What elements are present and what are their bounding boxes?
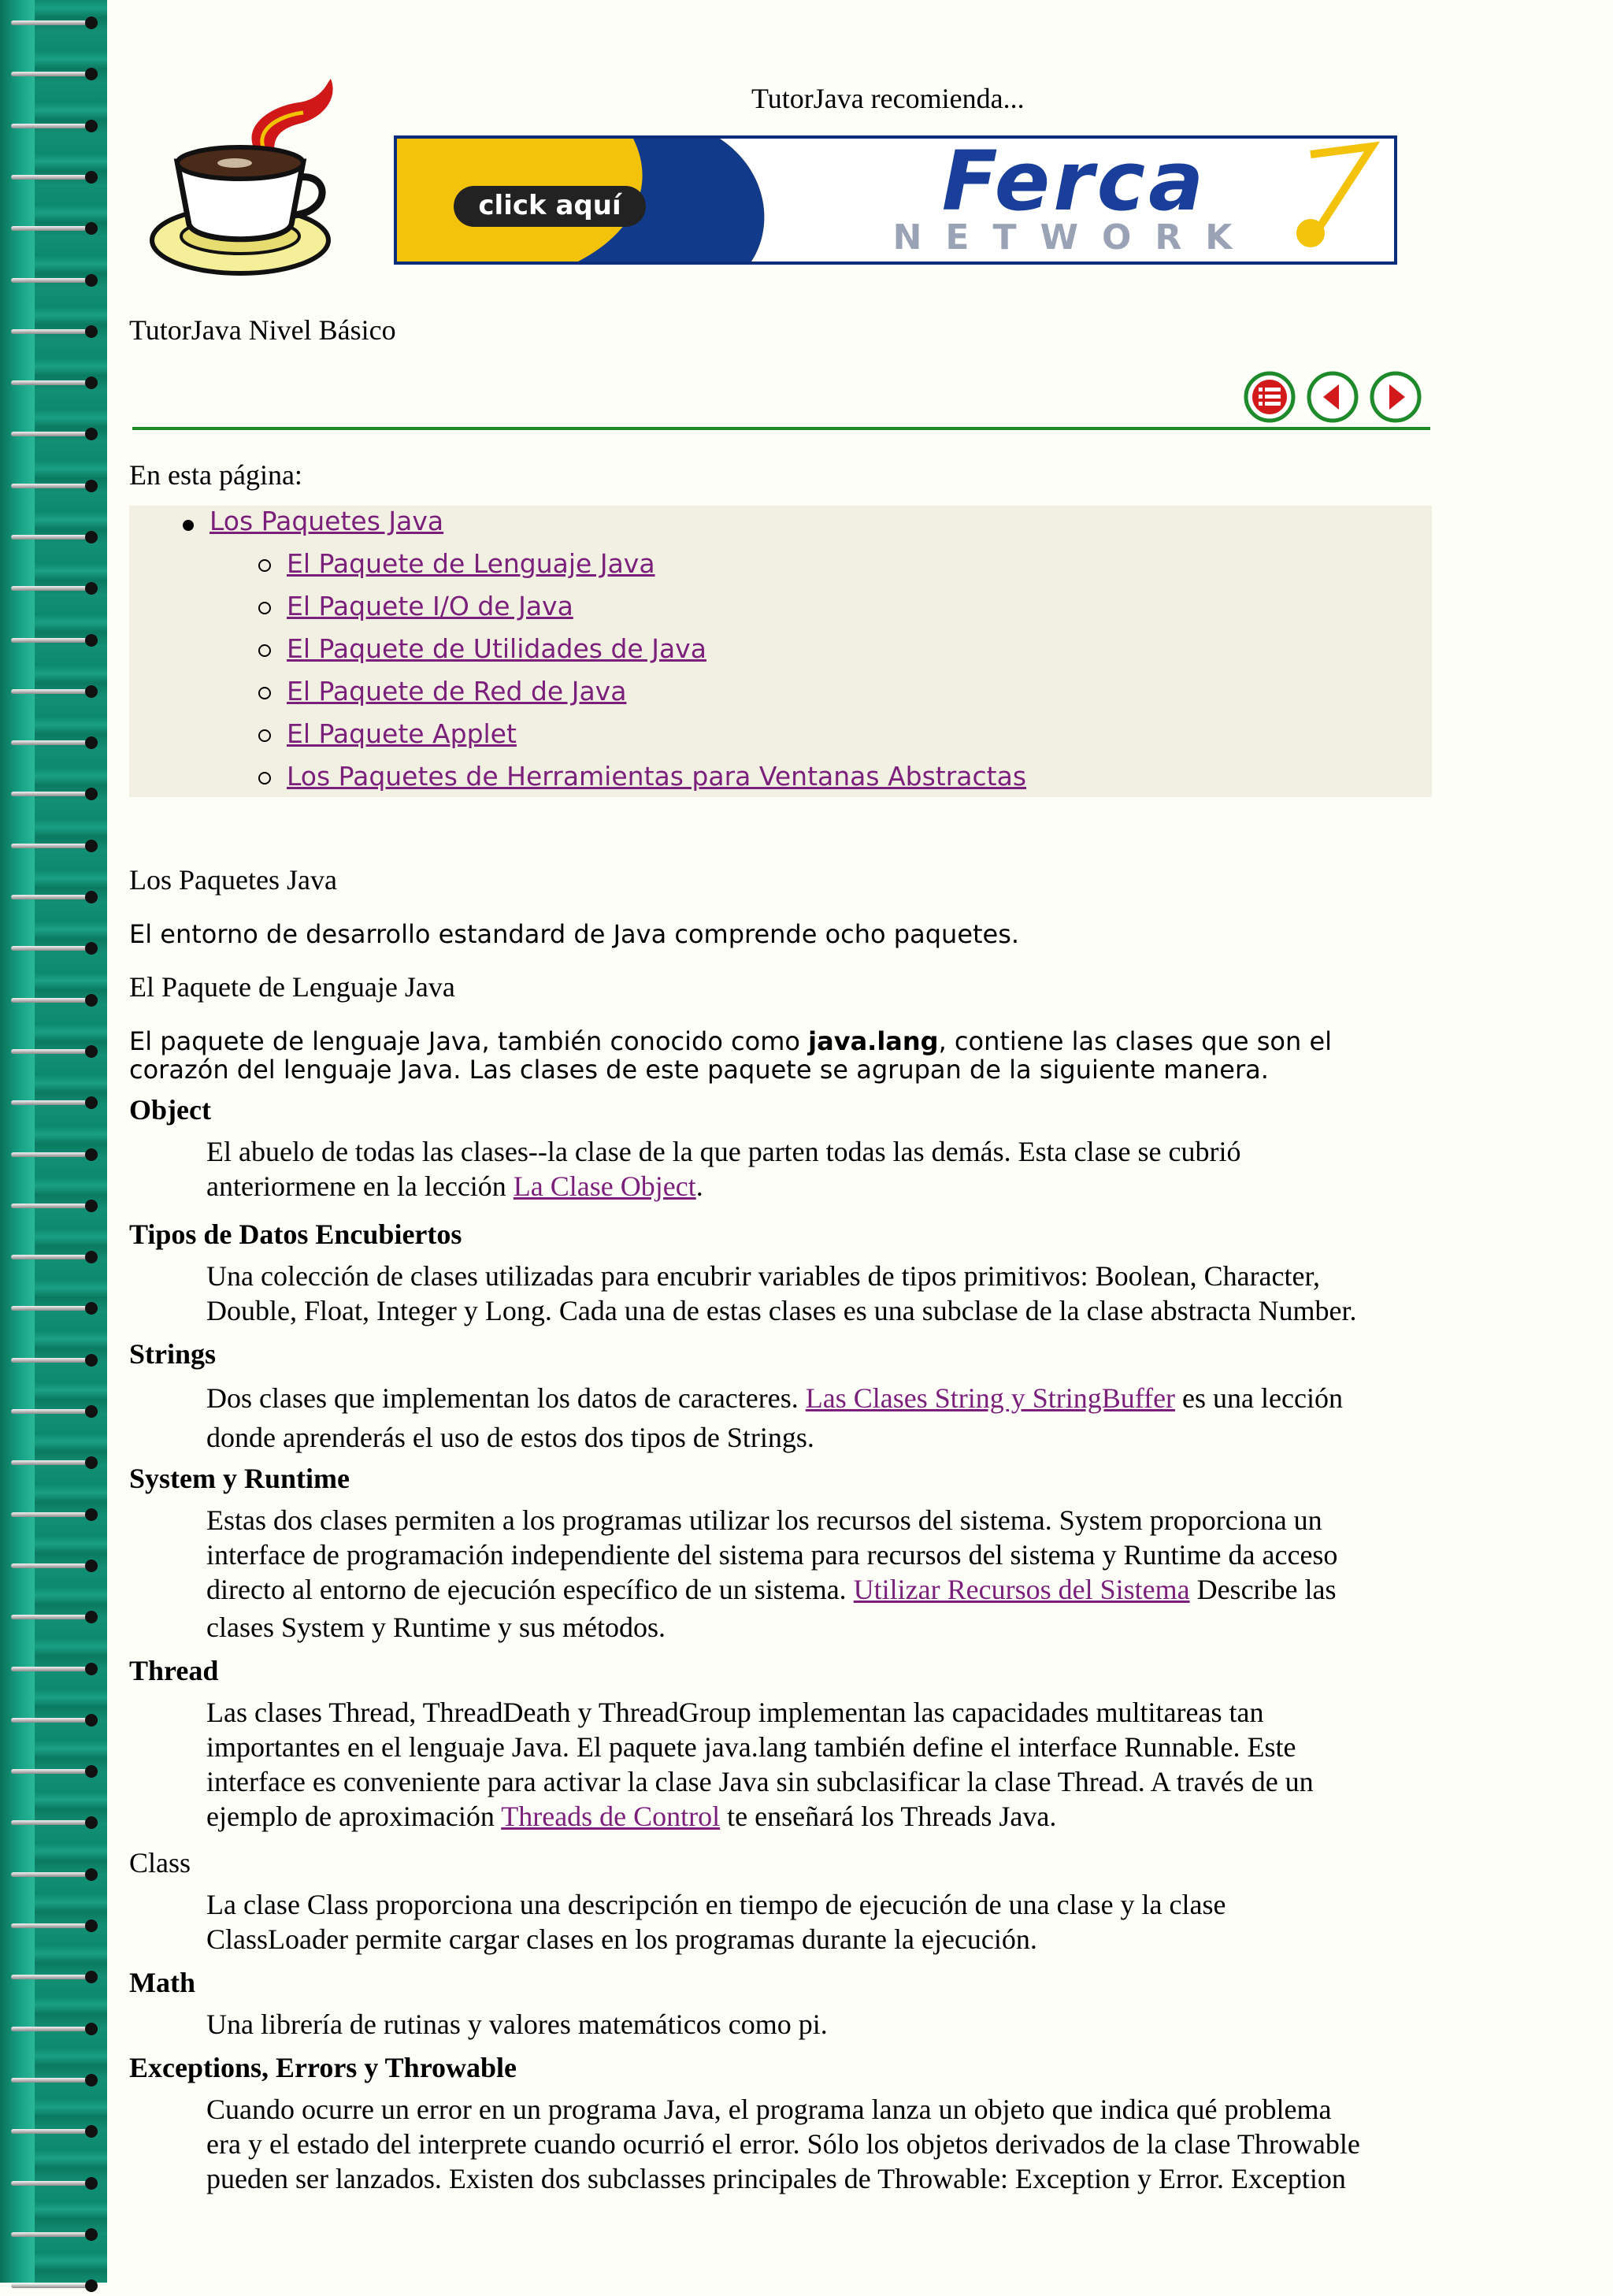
- desc-line: Cuando ocurre un error en un programa Java, el programa lanza un objeto que indica qué problema: [206, 2094, 1332, 2125]
- ring-hole: [85, 1148, 98, 1161]
- ring-wire: [11, 1049, 87, 1054]
- ring-wire: [11, 946, 87, 951]
- ring-wire: [11, 2078, 87, 2083]
- binding-ring: [11, 1197, 98, 1216]
- binding-ring: [11, 169, 98, 187]
- ring-hole: [85, 1868, 98, 1881]
- binding-ring: [11, 940, 98, 959]
- desc-line: El abuelo de todas las clases--la clase de la que parten todas las demás. Esta clase se cubrió: [206, 1136, 1241, 1167]
- binding-ring: [11, 1146, 98, 1165]
- ring-hole: [85, 582, 98, 595]
- text-fragment: anteriormene en la lección: [206, 1170, 514, 1202]
- toc-link-main[interactable]: Los Paquetes Java: [210, 506, 444, 536]
- desc-line: clases System y Runtime y sus métodos.: [206, 1612, 666, 1643]
- desc-line: Una librería de rutinas y valores matemáticos como pi.: [206, 2009, 828, 2040]
- binding-ring: [11, 1352, 98, 1371]
- desc-line: Estas dos clases permiten a los programas utilizar los recursos del sistema. System proporciona un: [206, 1504, 1322, 1536]
- link-string-stringbuffer[interactable]: Las Clases String y StringBuffer: [805, 1382, 1176, 1414]
- ring-wire: [11, 20, 87, 25]
- term-strings: Strings: [129, 1338, 217, 1370]
- ring-wire: [11, 329, 87, 334]
- banner-graphic: [397, 139, 1394, 261]
- ring-wire: [11, 1615, 87, 1619]
- desc-line: importantes en el lenguaje Java. El paquete java.lang también define el interface Runnable. Este: [206, 1731, 1296, 1763]
- ring-wire: [11, 226, 87, 231]
- desc-strings: [206, 1378, 1435, 1457]
- binding-ring: [11, 2226, 98, 2245]
- binding-ring: [11, 220, 98, 239]
- toc-link-red[interactable]: El Paquete de Red de Java: [287, 676, 627, 707]
- binding-ring: [11, 1660, 98, 1679]
- link-threads-control[interactable]: Threads de Control: [501, 1801, 721, 1832]
- text-fragment: ejemplo de aproximación: [206, 1801, 502, 1832]
- ring-wire: [11, 124, 87, 128]
- term-thread: Thread: [129, 1655, 219, 1686]
- ring-hole: [85, 2228, 98, 2241]
- ring-hole: [85, 1045, 98, 1058]
- desc-class: [206, 1887, 1435, 1957]
- toc-sub-bullet: [258, 644, 271, 657]
- ring-wire: [11, 689, 87, 694]
- term-object: Object: [129, 1094, 211, 1126]
- binding-ring: [11, 14, 98, 33]
- toc-sub-bullet: [258, 559, 271, 572]
- desc-line: pueden ser lanzados. Existen dos subclasses principales de Throwable: Exception y Error. Exception: [206, 2163, 1346, 2194]
- ring-hole: [85, 1920, 98, 1932]
- ring-hole: [85, 120, 98, 132]
- binding-ring: [11, 2123, 98, 2142]
- ring-wire: [11, 484, 87, 488]
- term-class: Class: [129, 1847, 191, 1879]
- text-fragment: , contiene las clases que son el: [938, 1026, 1333, 1056]
- ring-hole: [85, 736, 98, 749]
- arrow-right-icon[interactable]: [1369, 370, 1422, 424]
- text-fragment: Describe las: [1189, 1574, 1337, 1605]
- ring-wire: [11, 2181, 87, 2186]
- ring-hole: [85, 1816, 98, 1829]
- ring-hole: [85, 634, 98, 647]
- table-of-contents: [129, 506, 1432, 797]
- ring-wire: [11, 2027, 87, 2031]
- binding-ring: [11, 1866, 98, 1885]
- ring-hole: [85, 1765, 98, 1778]
- toc-link-utilidades[interactable]: El Paquete de Utilidades de Java: [287, 633, 706, 664]
- binding-ring: [11, 992, 98, 1011]
- ring-hole: [85, 1611, 98, 1623]
- binding-ring: [11, 1557, 98, 1576]
- ring-hole: [85, 840, 98, 852]
- ring-wire: [11, 1563, 87, 1568]
- desc-line: Una colección de clases utilizadas para encubrir variables de tipos primitivos: Boolean, Character,: [206, 1260, 1321, 1292]
- ring-hole: [85, 2023, 98, 2035]
- binding-ring: [11, 2175, 98, 2194]
- ring-wire: [11, 72, 87, 76]
- ring-wire: [11, 1667, 87, 1671]
- ring-hole: [85, 788, 98, 800]
- binding-ring: [11, 2020, 98, 2039]
- spiral-binding: [0, 0, 107, 2283]
- arrow-left-icon[interactable]: [1306, 370, 1359, 424]
- index-list-icon[interactable]: [1243, 370, 1296, 424]
- ring-hole: [85, 2279, 98, 2292]
- ring-hole: [85, 1096, 98, 1109]
- term-wrappers: Tipos de Datos Encubiertos: [129, 1218, 462, 1250]
- ring-wire: [11, 740, 87, 745]
- ring-hole: [85, 1405, 98, 1418]
- ring-wire: [11, 895, 87, 899]
- ring-wire: [11, 998, 87, 1003]
- ring-hole: [85, 68, 98, 80]
- ring-hole: [85, 428, 98, 440]
- text-fragment: directo al entorno de ejecución específico de un sistema.: [206, 1574, 854, 1605]
- page-nav: [1243, 370, 1422, 424]
- ring-wire: [11, 1975, 87, 1979]
- desc-thread: [206, 1695, 1435, 1834]
- binding-ring: [11, 1248, 98, 1267]
- ring-wire: [11, 1255, 87, 1259]
- ring-wire: [11, 1100, 87, 1105]
- binding-ring: [11, 2072, 98, 2090]
- text-fragment: te enseñará los Threads Java.: [720, 1801, 1057, 1832]
- link-clase-object[interactable]: La Clase Object: [513, 1170, 696, 1202]
- toc-link-awt[interactable]: Los Paquetes de Herramientas para Ventanas Abstractas: [287, 761, 1027, 792]
- binding-ring: [11, 117, 98, 136]
- banner-cta: click aquí: [478, 190, 621, 221]
- binding-ring: [11, 1454, 98, 1473]
- desc-math: [206, 2007, 1435, 2042]
- desc-object: [206, 1134, 1435, 1204]
- binding-ring: [11, 1300, 98, 1319]
- section-text-lenguaje: [129, 1027, 1332, 1055]
- coffee-cup-logo: [142, 75, 339, 284]
- recommend-text: TutorJava recomienda...: [751, 83, 1025, 114]
- binding-ring: [11, 272, 98, 291]
- section-text-paquetes: El entorno de desarrollo estandard de Java comprende ocho paquetes.: [129, 919, 1020, 949]
- term-system: System y Runtime: [129, 1463, 350, 1494]
- desc-line: era y el estado del interprete cuando ocurrió el error. Sólo los objetos derivados de la clase Throwable: [206, 2128, 1360, 2160]
- toc-link-io[interactable]: El Paquete I/O de Java: [287, 591, 573, 621]
- ring-hole: [85, 17, 98, 29]
- binding-ring: [11, 734, 98, 753]
- ring-wire: [11, 844, 87, 848]
- ring-hole: [85, 1251, 98, 1263]
- desc-line: interface de programación independiente del sistema para recursos del sistema y Runtime da acceso: [206, 1539, 1338, 1571]
- desc-line: ClassLoader permite cargar clases en los programas durante la ejecución.: [206, 1923, 1037, 1955]
- ring-wire: [11, 2129, 87, 2134]
- ring-hole: [85, 942, 98, 955]
- header-divider: [132, 427, 1430, 430]
- binding-ring: [11, 1043, 98, 1062]
- ring-hole: [85, 685, 98, 698]
- desc-line: interface es conveniente para activar la clase Java sin subclasificar la clase Thread. A través de un: [206, 1766, 1314, 1797]
- binding-ring: [11, 1763, 98, 1782]
- toc-sub-bullet: [258, 602, 271, 614]
- binding-ring: [11, 785, 98, 804]
- ring-wire: [11, 1204, 87, 1208]
- binding-edge: [0, 0, 35, 2283]
- term-exceptions: Exceptions, Errors y Throwable: [129, 2052, 517, 2083]
- ring-wire: [11, 1152, 87, 1157]
- desc-line: [206, 1169, 1435, 1204]
- ring-hole: [85, 1456, 98, 1469]
- binding-ring: [11, 580, 98, 599]
- binding-ring: [11, 529, 98, 547]
- ring-wire: [11, 1923, 87, 1928]
- ring-wire: [11, 1460, 87, 1465]
- binding-ring: [11, 374, 98, 393]
- ring-wire: [11, 1306, 87, 1311]
- ring-wire: [11, 2232, 87, 2237]
- binding-ring: [11, 2277, 98, 2296]
- banner-brand: Ferca: [941, 139, 1207, 229]
- ring-hole: [85, 222, 98, 235]
- text-fragment: El paquete de lenguaje Java, también conocido como: [129, 1026, 809, 1056]
- ring-hole: [85, 1560, 98, 1572]
- ring-hole: [85, 994, 98, 1007]
- toc-link-lenguaje[interactable]: El Paquete de Lenguaje Java: [287, 548, 655, 579]
- section-title-lenguaje: El Paquete de Lenguaje Java: [129, 971, 455, 1003]
- section-text-lenguaje-2: corazón del lenguaje Java. Las clases de este paquete se agrupan de la siguiente manera.: [129, 1055, 1269, 1085]
- binding-ring: [11, 1712, 98, 1730]
- binding-ring: [11, 888, 98, 907]
- ring-hole: [85, 274, 98, 287]
- desc-line: [206, 1799, 1435, 1834]
- ring-wire: [11, 2283, 87, 2288]
- ring-hole: [85, 480, 98, 492]
- binding-ring: [11, 1968, 98, 1987]
- ring-wire: [11, 638, 87, 643]
- binding-ring: [11, 477, 98, 496]
- ring-wire: [11, 1512, 87, 1517]
- binding-ring: [11, 1403, 98, 1422]
- ring-hole: [85, 2177, 98, 2190]
- desc-exceptions: [206, 2092, 1435, 2196]
- toc-link-applet[interactable]: El Paquete Applet: [287, 718, 517, 749]
- desc-line: La clase Class proporciona una descripción en tiempo de ejecución de una clase y la clase: [206, 1889, 1226, 1920]
- ring-hole: [85, 1508, 98, 1521]
- ring-hole: [85, 1354, 98, 1367]
- ring-wire: [11, 278, 87, 283]
- ring-wire: [11, 586, 87, 591]
- desc-line: [206, 1572, 1435, 1607]
- term-math: Math: [129, 1967, 195, 1998]
- ring-wire: [11, 175, 87, 180]
- ring-hole: [85, 531, 98, 543]
- ring-hole: [85, 1302, 98, 1315]
- ring-hole: [85, 2074, 98, 2086]
- toc-sub-bullet: [258, 687, 271, 699]
- ring-wire: [11, 792, 87, 796]
- binding-ring: [11, 1506, 98, 1525]
- ring-hole: [85, 376, 98, 389]
- toc-sub-bullet: [258, 729, 271, 742]
- desc-line: [206, 1378, 1435, 1418]
- desc-wrappers: [206, 1259, 1435, 1328]
- toc-bullet: [183, 520, 194, 531]
- ring-wire: [11, 1409, 87, 1414]
- ring-hole: [85, 891, 98, 903]
- ring-wire: [11, 1820, 87, 1825]
- text-fragment: Dos clases que implementan los datos de caracteres.: [206, 1382, 806, 1414]
- binding-ring: [11, 1608, 98, 1627]
- binding-ring: [11, 837, 98, 856]
- ring-hole: [85, 1971, 98, 1983]
- desc-line: Double, Float, Integer y Long. Cada una de estas clases es una subclase de la clase abstracta Number.: [206, 1295, 1357, 1326]
- ring-wire: [11, 535, 87, 540]
- ring-hole: [85, 1200, 98, 1212]
- desc-line: Las clases Thread, ThreadDeath y ThreadGroup implementan las capacidades multitareas tan: [206, 1697, 1264, 1728]
- ring-wire: [11, 1769, 87, 1774]
- ring-hole: [85, 171, 98, 184]
- ring-hole: [85, 2125, 98, 2138]
- ring-hole: [85, 325, 98, 338]
- banner-sub: NETWORK: [892, 217, 1256, 258]
- desc-line: donde aprenderás el uso de estos dos tipos de Strings.: [206, 1422, 814, 1453]
- ring-wire: [11, 432, 87, 436]
- ring-wire: [11, 1358, 87, 1363]
- binding-ring: [11, 1917, 98, 1936]
- ring-hole: [85, 1714, 98, 1727]
- link-recursos-sistema[interactable]: Utilizar Recursos del Sistema: [853, 1574, 1190, 1605]
- ring-wire: [11, 1872, 87, 1877]
- desc-system: [206, 1503, 1435, 1645]
- text-fragment: .: [695, 1170, 703, 1202]
- ferca-banner[interactable]: [394, 135, 1397, 265]
- binding-ring: [11, 323, 98, 342]
- toc-heading: En esta página:: [129, 459, 302, 491]
- binding-ring: [11, 1814, 98, 1833]
- toc-sub-bullet: [258, 772, 271, 784]
- text-fragment: es una lección: [1175, 1382, 1343, 1414]
- level-title: TutorJava Nivel Básico: [129, 314, 396, 346]
- binding-ring: [11, 1094, 98, 1113]
- ring-wire: [11, 1718, 87, 1723]
- ring-wire: [11, 380, 87, 385]
- binding-ring: [11, 425, 98, 444]
- java-lang-bold: java.lang: [808, 1026, 939, 1056]
- section-title-paquetes: Los Paquetes Java: [129, 864, 337, 896]
- binding-ring: [11, 65, 98, 84]
- binding-ring: [11, 632, 98, 651]
- binding-ring: [11, 683, 98, 702]
- ring-hole: [85, 1663, 98, 1675]
